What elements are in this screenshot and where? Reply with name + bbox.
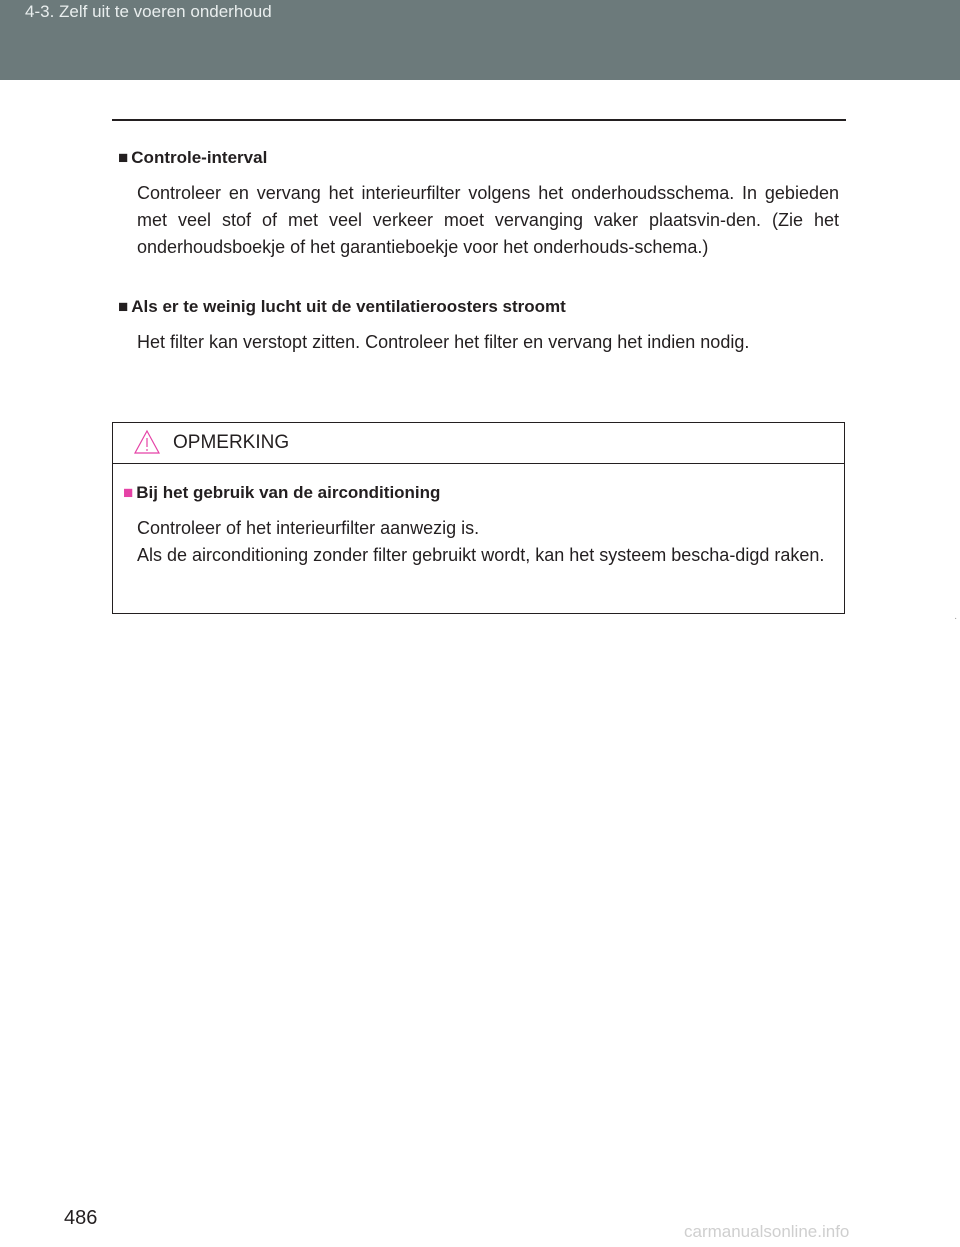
edge-mark: · [954,613,958,624]
notice-header [113,423,844,464]
warning-triangle-icon [133,429,161,455]
bullet-square-icon: ■ [118,297,129,316]
section-heading-interval [118,146,267,170]
notice-line-2: Als de airconditioning zonder filter gebruikt wordt, kan het systeem bescha-digd raken. [137,545,825,565]
notice-heading-text: Bij het gebruik van de airconditioning [136,483,441,502]
bullet-square-icon: ■ [123,483,134,502]
section-heading-text: Controle-interval [131,148,268,167]
notice-box [112,422,845,614]
notice-line-1: Controleer of het interieurfilter aanwezig is. [137,518,480,538]
section-heading-airflow [118,295,566,319]
notice-title: OPMERKING [173,432,290,453]
bullet-square-icon: ■ [118,148,129,167]
page-number: 486 [64,1207,98,1229]
section-heading-text: Als er te weinig lucht uit de ventilatieroosters stroomt [131,297,566,316]
section-body-airflow: Het filter kan verstopt zitten. Controleer het filter en vervang het indien nodig. [137,332,750,352]
section-body-interval: Controleer en vervang het interieurfilter volgens het onderhoudsschema. In gebieden met veel stof of met veel verkeer moet vervanging vaker plaatsvin-den. (Zie het onderhoudsboekje of het garantieboekje voor het onderhouds-schema.) [137,183,839,257]
notice-heading [123,481,440,505]
section-title: 4-3. Zelf uit te voeren onderhoud [25,2,272,21]
watermark: carmanualsonline.info [684,1222,850,1241]
header-bar [0,0,960,80]
divider-rule [112,119,846,121]
notice-body [137,515,839,569]
